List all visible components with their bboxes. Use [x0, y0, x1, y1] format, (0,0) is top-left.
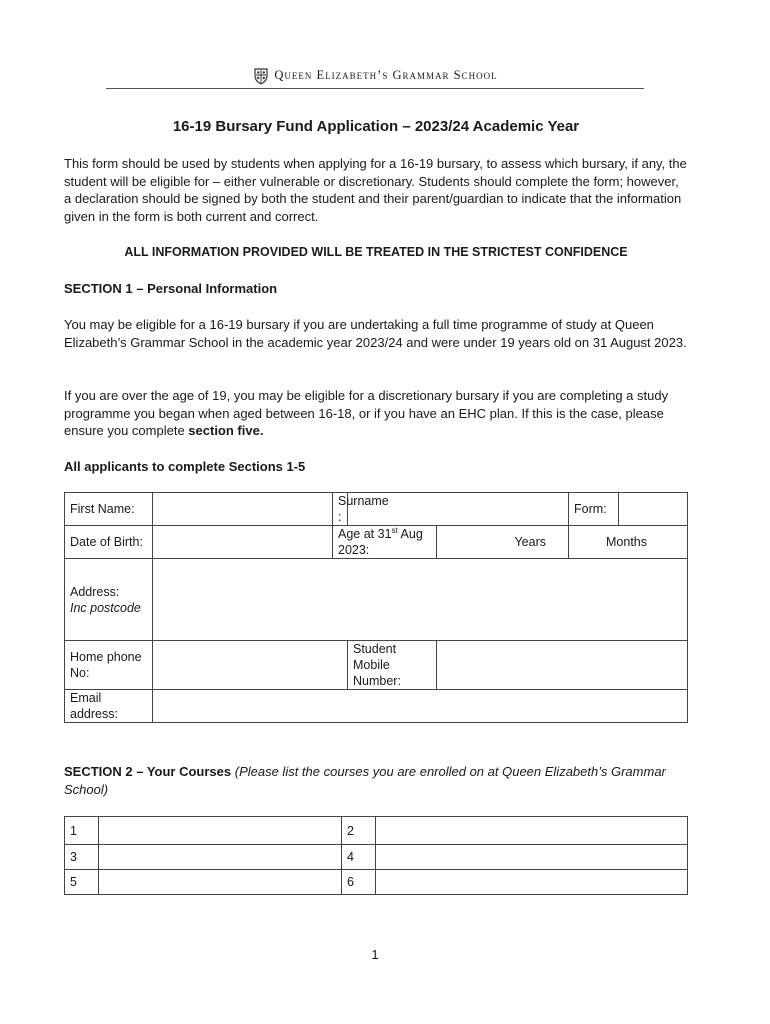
over19-paragraph: [64, 387, 688, 440]
course-field-4[interactable]: [376, 845, 688, 870]
course-field-6[interactable]: [376, 870, 688, 895]
age-label: Age at 31st Aug 2023:: [333, 526, 437, 559]
section-five-ref: section five.: [188, 423, 264, 438]
dob-field[interactable]: [153, 526, 333, 559]
address-label: Address: Inc postcode: [65, 559, 153, 641]
course-field-2[interactable]: [376, 817, 688, 845]
courses-table: [64, 816, 688, 895]
page-title: 16-19 Bursary Fund Application – 2023/24 Academic Year: [172, 118, 580, 135]
section1-heading: SECTION 1 – Personal Information: [64, 281, 278, 296]
school-crest-icon: [252, 67, 270, 85]
home-phone-field[interactable]: [153, 641, 348, 690]
years-label: Years: [514, 535, 546, 549]
over19-text: If you are over the age of 19, you may be eligible for a discretionary bursary if you are completing a study programme you began when aged between 16-18, or if you have an EHC plan. If this is the case, please ensure you complete: [64, 388, 669, 438]
age-months-field[interactable]: [569, 526, 688, 559]
intro-paragraph: This form should be used by students when applying for a 16-19 bursary, to assess which bursary, if any, the student will be eligible for – either vulnerable or discretionary. Students should complete the form; however, a declaration should be signed by both the student and their parent/guardian to indicate that the information given in the form is both current and correct.: [64, 156, 687, 224]
age-years-field[interactable]: [437, 526, 569, 559]
course-field-3[interactable]: [99, 845, 342, 870]
home-phone-label: Home phone No:: [65, 641, 153, 690]
course-number: 2: [342, 817, 376, 845]
mobile-label: Student Mobile Number:: [348, 641, 437, 690]
course-field-5[interactable]: [99, 870, 342, 895]
dob-label: Date of Birth:: [65, 526, 153, 559]
course-number: 3: [65, 845, 99, 870]
confidentiality-notice: ALL INFORMATION PROVIDED WILL BE TREATED IN THE STRICTEST CONFIDENCE: [124, 245, 628, 259]
applicants-note: All applicants to complete Sections 1-5: [64, 459, 306, 474]
surname-label: Surname :: [333, 493, 348, 526]
course-number: 5: [65, 870, 99, 895]
address-hint: Inc postcode: [70, 600, 141, 615]
form-field[interactable]: [619, 493, 688, 526]
page-header: [106, 68, 644, 89]
email-label: Email address:: [65, 690, 153, 723]
course-number: 1: [65, 817, 99, 845]
course-number: 4: [342, 845, 376, 870]
form-label: Form:: [569, 493, 619, 526]
course-field-1[interactable]: [99, 817, 342, 845]
course-number: 6: [342, 870, 376, 895]
eligibility-paragraph: You may be eligible for a 16-19 bursary if you are undertaking a full time programme of study at Queen Elizabeth’s Grammar School in the academic year 2023/24 and were under 19 years old on 31 August 2023.: [64, 317, 687, 350]
school-name: Queen Elizabeth’s Grammar School: [274, 67, 498, 82]
first-name-field[interactable]: [153, 493, 333, 526]
mobile-field[interactable]: [437, 641, 688, 690]
first-name-label: First Name:: [65, 493, 153, 526]
section2-heading: SECTION 2 – Your Courses (Please list the courses you are enrolled on at Queen Elizabeth’s Grammar School): [64, 764, 666, 797]
address-field[interactable]: [153, 559, 688, 641]
personal-info-table: [64, 492, 688, 723]
months-label: Months: [606, 535, 647, 549]
email-field[interactable]: [153, 690, 688, 723]
page-number: 1: [371, 947, 379, 962]
